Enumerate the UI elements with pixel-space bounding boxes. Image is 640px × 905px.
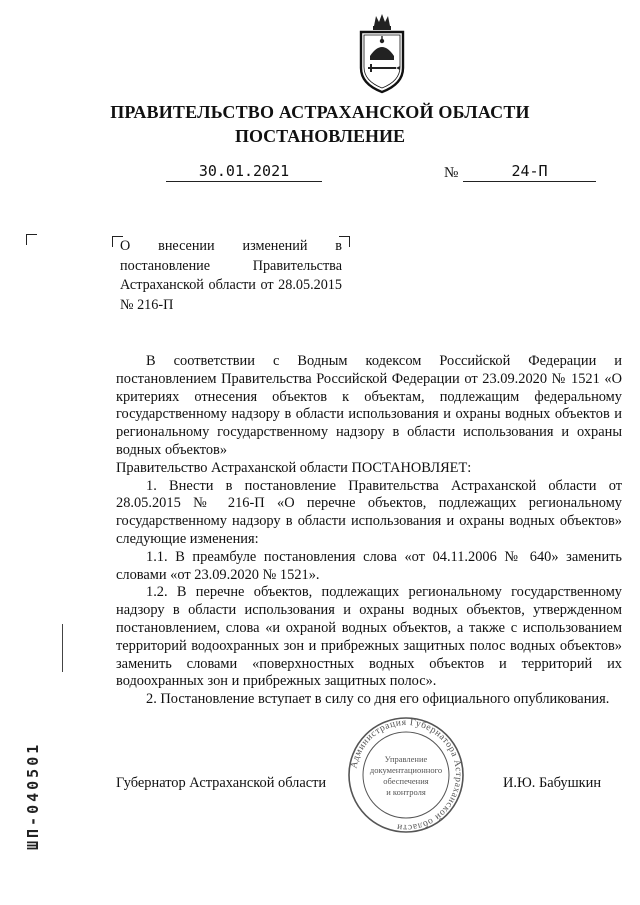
stamp-line-2: документационного <box>369 765 443 775</box>
coat-of-arms-emblem <box>356 12 408 94</box>
stamp-line-1: Управление <box>384 754 428 764</box>
resolves-line: Правительство Астраханской области ПОСТАНОВЛЯЕТ: <box>116 459 472 476</box>
signature-row <box>116 775 616 795</box>
signatory-position: Губернатор Астраханской области <box>116 775 327 791</box>
stamp-line-3: обеспечения <box>383 776 429 786</box>
item-1-2-paragraph: 1.2. В перечне объектов, подлежащих региональному государственному надзору в области использования и охраны водных объектов, утвержденном постановлением, слова «и охраной водных объектов, а также с использованием территорий водоохранных зон и прибрежных защитных полос водных объектов» заменить словами «поверхностных водных объектов и территорий их водоохранных зон и прибрежных защитных полос». <box>116 584 622 690</box>
document-type: ПОСТАНОВЛЕНИЕ <box>234 126 406 146</box>
stamp-line-4: и контроля <box>386 787 426 797</box>
decree-date: 30.01.2021 <box>166 162 322 182</box>
form-serial-number: ШП-040501 <box>24 741 42 851</box>
item-2-paragraph: 2. Постановление вступает в силу со дня его официального опубликования. <box>146 691 610 708</box>
number-sign: № <box>444 165 459 181</box>
decree-body <box>116 353 622 709</box>
decree-number: 24-П <box>463 162 596 182</box>
margin-corner-mark <box>26 234 37 245</box>
signatory-name: И.Ю. Бабушкин <box>503 775 602 791</box>
item-1-paragraph: 1. Внести в постановление Правительства Астраханской области от 28.05.2015 № 216-П «О перечне объектов, подлежащих региональному государственному надзору в области использования и охраны водных объектов» следующие изменения: <box>116 477 622 547</box>
margin-line <box>62 624 63 672</box>
item-1-1-paragraph: 1.1. В преамбуле постановления слова «от 04.11.2006 № 640» заменить словами «от 23.09.2020 № 1521». <box>116 548 622 583</box>
stamp-ring-text: Администрация Губернатора Астраханской области <box>349 717 464 833</box>
preamble-paragraph: В соответствии с Водным кодексом Российской Федерации и постановлением Правительства Российской Федерации от 23.09.2020 № 1521 «О критериях отнесения объектов к объектам, подлежащим федеральному государственному надзору в области использования и охраны водных объектов и региональному государственному надзору в области использования и охраны водных объектов» <box>116 353 622 458</box>
decree-subject: О внесении изменений в постановление Правительства Астраханской области от 28.05.2015 № 216-П <box>120 238 342 313</box>
government-title: ПРАВИТЕЛЬСТВО АСТРАХАНСКОЙ ОБЛАСТИ <box>110 102 530 122</box>
